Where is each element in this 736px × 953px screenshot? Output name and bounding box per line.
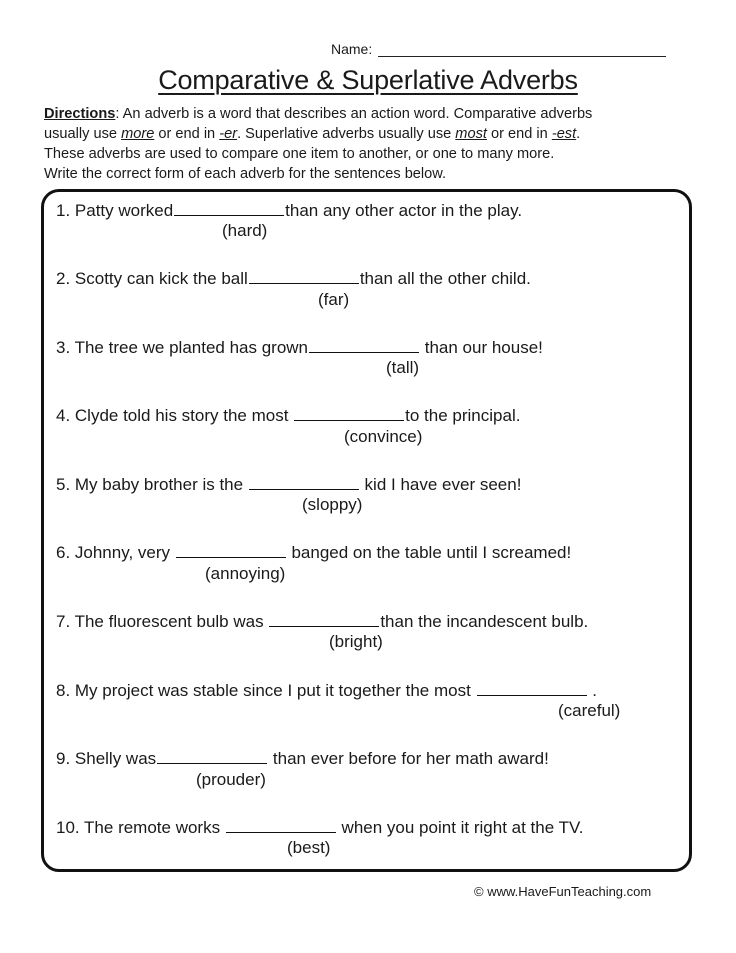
directions-line-4: Write the correct form of each adverb for the sentences below. bbox=[44, 166, 447, 182]
answer-blank[interactable] bbox=[269, 608, 379, 627]
question-3 bbox=[56, 334, 543, 356]
question-text: 4. Clyde told his story the most bbox=[56, 406, 294, 425]
question-text: to the principal. bbox=[405, 406, 521, 425]
directions-text: usually use bbox=[44, 126, 122, 142]
keyword-est: -est bbox=[551, 126, 577, 142]
answer-blank[interactable] bbox=[477, 677, 587, 696]
answer-blank[interactable] bbox=[226, 814, 336, 833]
question-4 bbox=[56, 402, 520, 424]
page-title: Comparative & Superlative Adverbs bbox=[158, 65, 578, 95]
name-field bbox=[331, 41, 666, 57]
question-5 bbox=[56, 471, 521, 493]
hint-10: (best) bbox=[287, 838, 331, 857]
directions-line-3: These adverbs are used to compare one item to another, or one to many more. bbox=[44, 146, 555, 162]
question-2 bbox=[56, 265, 531, 287]
directions-text: or end in bbox=[154, 126, 220, 142]
answer-blank[interactable] bbox=[157, 745, 267, 764]
keyword-er: -er bbox=[219, 126, 238, 142]
keyword-most: most bbox=[455, 126, 487, 142]
answer-blank[interactable] bbox=[249, 265, 359, 284]
name-label: Name: bbox=[331, 41, 373, 57]
questions-box bbox=[41, 189, 692, 872]
hint-7: (bright) bbox=[329, 632, 383, 651]
question-text: 10. The remote works bbox=[56, 818, 225, 837]
question-text: 3. The tree we planted has grown bbox=[56, 338, 309, 357]
directions-line-1 bbox=[44, 104, 704, 124]
question-10 bbox=[56, 814, 584, 836]
directions-label: Directions bbox=[44, 106, 116, 122]
hint-2: (far) bbox=[318, 290, 350, 309]
answer-blank[interactable] bbox=[174, 197, 284, 216]
question-text: 2. Scotty can kick the ball bbox=[56, 269, 248, 288]
directions-text: . bbox=[576, 126, 581, 142]
hint-5: (sloppy) bbox=[302, 495, 363, 514]
question-text: 1. Patty worked bbox=[56, 201, 174, 220]
question-text: than all the other child. bbox=[359, 269, 531, 288]
answer-blank[interactable] bbox=[249, 471, 359, 490]
hint-8: (careful) bbox=[558, 701, 621, 720]
name-blank-line[interactable] bbox=[378, 42, 666, 57]
answer-blank[interactable] bbox=[294, 402, 404, 421]
question-text: . bbox=[587, 681, 597, 700]
directions-text: or end in bbox=[486, 126, 552, 142]
directions bbox=[44, 104, 704, 184]
question-text: when you point it right at the TV. bbox=[336, 818, 584, 837]
question-7 bbox=[56, 608, 588, 630]
hint-4: (convince) bbox=[344, 427, 423, 446]
question-text: kid I have ever seen! bbox=[359, 475, 522, 494]
hint-1: (hard) bbox=[222, 221, 268, 240]
question-9 bbox=[56, 745, 549, 767]
directions-text: : An adverb is a word that describes an action word. Comparative adverbs bbox=[115, 106, 593, 122]
hint-6: (annoying) bbox=[205, 564, 286, 583]
question-text: than the incandescent bulb. bbox=[380, 612, 589, 631]
question-text: banged on the table until I screamed! bbox=[286, 543, 572, 562]
question-1 bbox=[56, 197, 522, 219]
keyword-more: more bbox=[121, 126, 155, 142]
question-text: 8. My project was stable since I put it together the most bbox=[56, 681, 476, 700]
directions-line-2 bbox=[44, 124, 704, 144]
question-6 bbox=[56, 539, 571, 561]
question-text: 7. The fluorescent bulb was bbox=[56, 612, 269, 631]
question-text: 5. My baby brother is the bbox=[56, 475, 248, 494]
question-text: than our house! bbox=[420, 338, 543, 357]
question-text: than ever before for her math award! bbox=[268, 749, 549, 768]
footer-copyright: © www.HaveFunTeaching.com bbox=[474, 884, 652, 899]
hint-3: (tall) bbox=[386, 358, 420, 377]
hint-9: (prouder) bbox=[196, 770, 266, 789]
answer-blank[interactable] bbox=[176, 539, 286, 558]
question-8 bbox=[56, 677, 597, 699]
question-text: 6. Johnny, very bbox=[56, 543, 175, 562]
question-text: than any other actor in the play. bbox=[285, 201, 523, 220]
answer-blank[interactable] bbox=[309, 334, 419, 353]
question-text: 9. Shelly was bbox=[56, 749, 157, 768]
directions-text: . Superlative adverbs usually use bbox=[237, 126, 456, 142]
